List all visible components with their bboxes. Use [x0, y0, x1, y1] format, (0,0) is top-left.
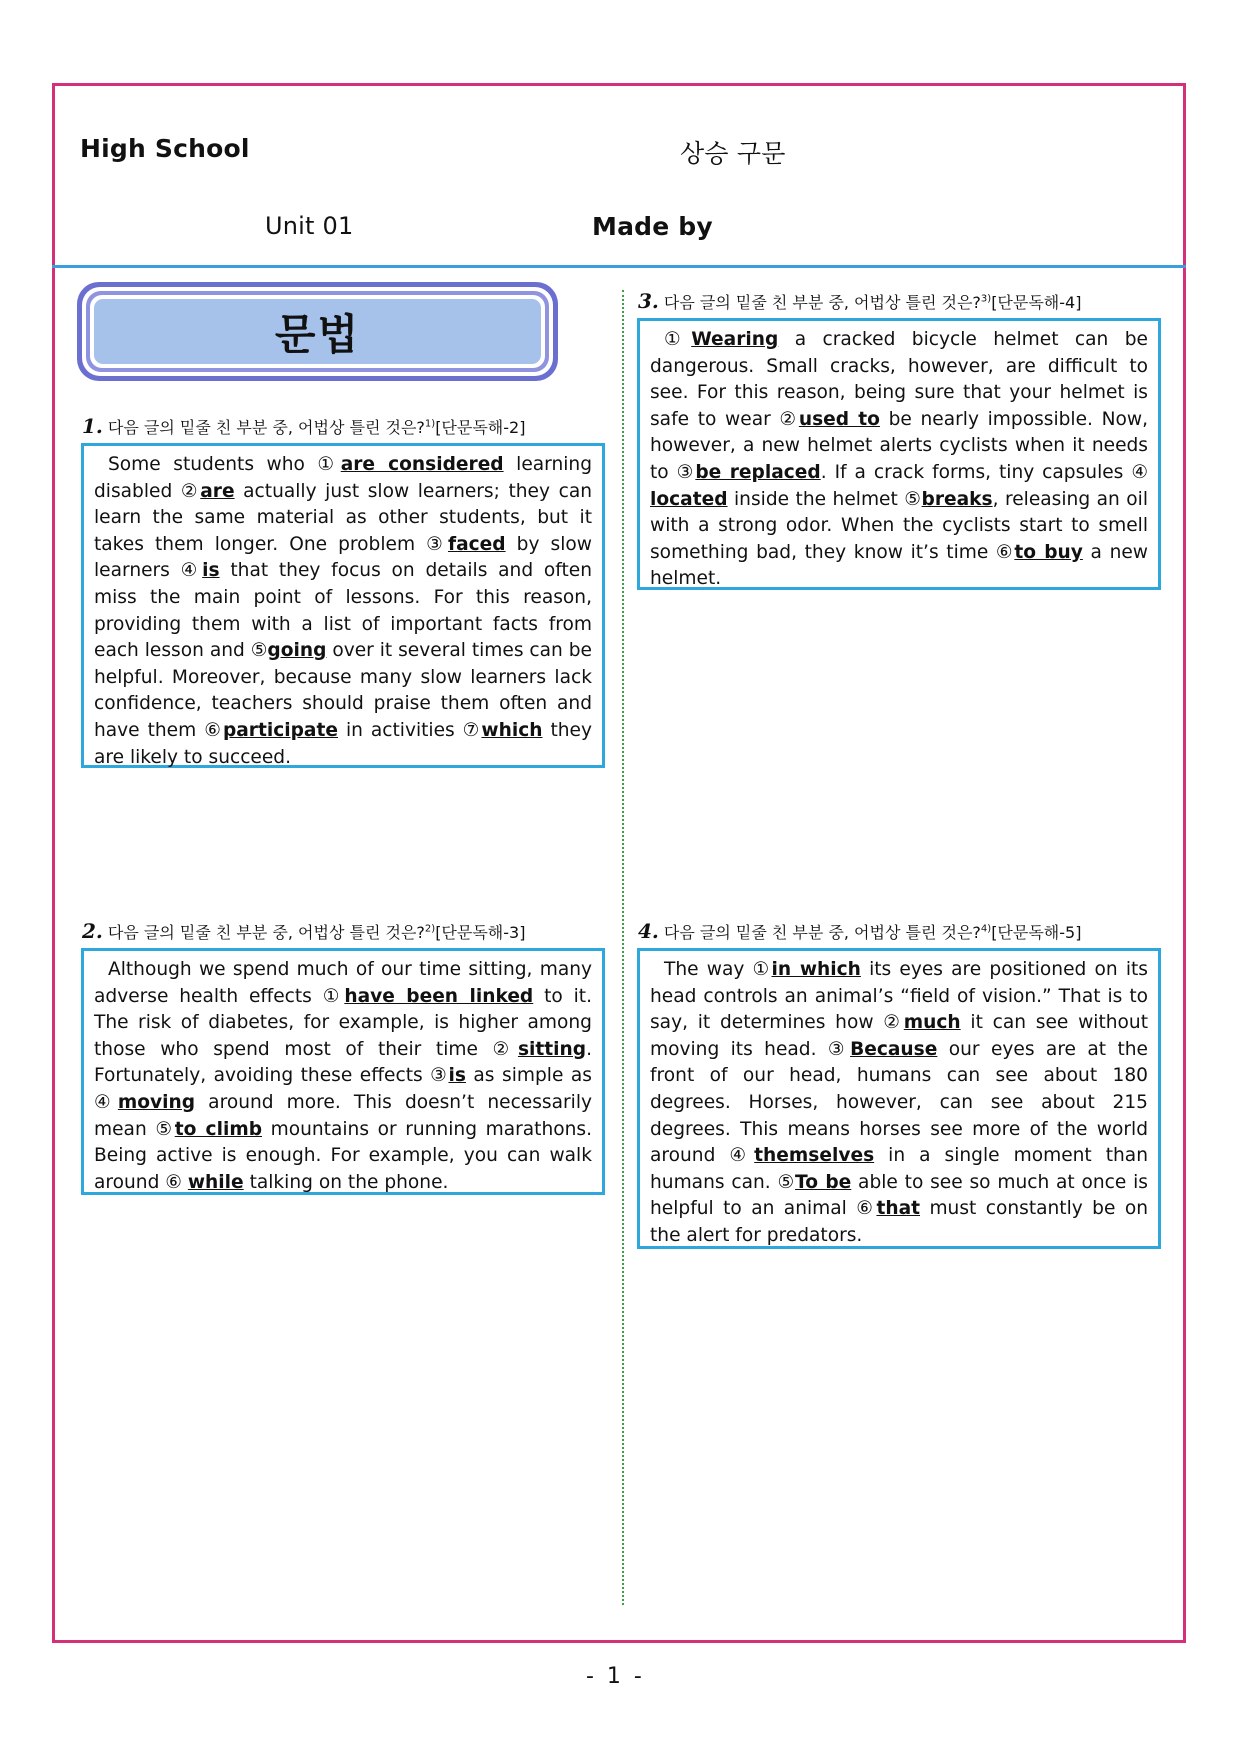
question-2-passage: Although we spend much of our time sitting, many adverse health effects ①have been linked to it. The risk of diabetes, for example, is higher among those who spend most of their time ②sitting. Fortunately, avoiding these effects ③is as simple as ④moving around more. This doesn’t necessarily mean ⑤to climb mountains or running marathons. Being active is enough. For example, you can walk around ⑥ while talking on the phone.: [81, 948, 605, 1195]
header-divider: [52, 265, 1186, 268]
question-number: 1.: [82, 414, 103, 438]
footnote-mark: 4): [980, 923, 992, 935]
question-3-heading: [638, 289, 1081, 313]
question-source: [단문독해-5]: [991, 923, 1082, 942]
footnote-mark: 1): [424, 418, 436, 430]
worksheet-title: 상승 구문: [680, 139, 786, 168]
question-number: 2.: [82, 919, 103, 943]
section-banner: [77, 282, 558, 381]
school-label: High School: [80, 134, 250, 163]
question-source: [단문독해-3]: [435, 923, 526, 942]
section-title: 문법: [94, 299, 541, 364]
question-prompt: 다음 글의 밑줄 친 부분 중, 어법상 틀린 것은?: [663, 923, 981, 942]
column-divider: [622, 290, 624, 1605]
question-source: [단문독해-4]: [991, 293, 1082, 312]
question-prompt: 다음 글의 밑줄 친 부분 중, 어법상 틀린 것은?: [107, 418, 425, 437]
question-1-passage: Some students who ①are considered learning disabled ②are actually just slow learners; they can learn the same material as other students, but it takes them longer. One problem ③faced by slow learners ④is that they focus on details and often miss the main point of lessons. For this reason, providing them with a list of important facts from each lesson and ⑤going over it several times can be helpful. Moreover, because many slow learners lack confidence, teachers should praise them often and have them ⑥participate in activities ⑦which they are likely to succeed.: [81, 443, 605, 768]
question-2-heading: [82, 919, 525, 943]
question-prompt: 다음 글의 밑줄 친 부분 중, 어법상 틀린 것은?: [107, 923, 425, 942]
question-prompt: 다음 글의 밑줄 친 부분 중, 어법상 틀린 것은?: [663, 293, 981, 312]
question-number: 3.: [638, 289, 659, 313]
footnote-mark: 3): [980, 293, 992, 305]
footnote-mark: 2): [424, 923, 436, 935]
question-1-heading: [82, 414, 525, 438]
made-by-label: Made by: [592, 212, 713, 241]
unit-label: Unit 01: [265, 212, 354, 240]
question-number: 4.: [638, 919, 659, 943]
page-number: - 1 -: [586, 1664, 645, 1689]
question-4-passage: The way ①in which its eyes are positioned on its head controls an animal’s “field of vision.” That is to say, it determines how ②much it can see without moving its head. ③Because our eyes are at the front of our head, humans can see about 180 degrees. Horses, however, can see about 215 degrees. This means horses see more of the world around ④themselves in a single moment than humans can. ⑤To be able to see so much at once is helpful to an animal ⑥that must constantly be on the alert for predators.: [637, 948, 1161, 1249]
question-source: [단문독해-2]: [435, 418, 526, 437]
question-3-passage: ①Wearing a cracked bicycle helmet can be dangerous. Small cracks, however, are difficult to see. For this reason, being sure that your helmet is safe to wear ②used to be nearly impossible. Now, however, a new helmet alerts cyclists when it needs to ③be replaced. If a crack forms, tiny capsules ④ located inside the helmet ⑤breaks, releasing an oil with a strong odor. When the cyclists start to smell something bad, they know it’s time ⑥to buy a new helmet.: [637, 318, 1161, 590]
question-4-heading: [638, 919, 1081, 943]
